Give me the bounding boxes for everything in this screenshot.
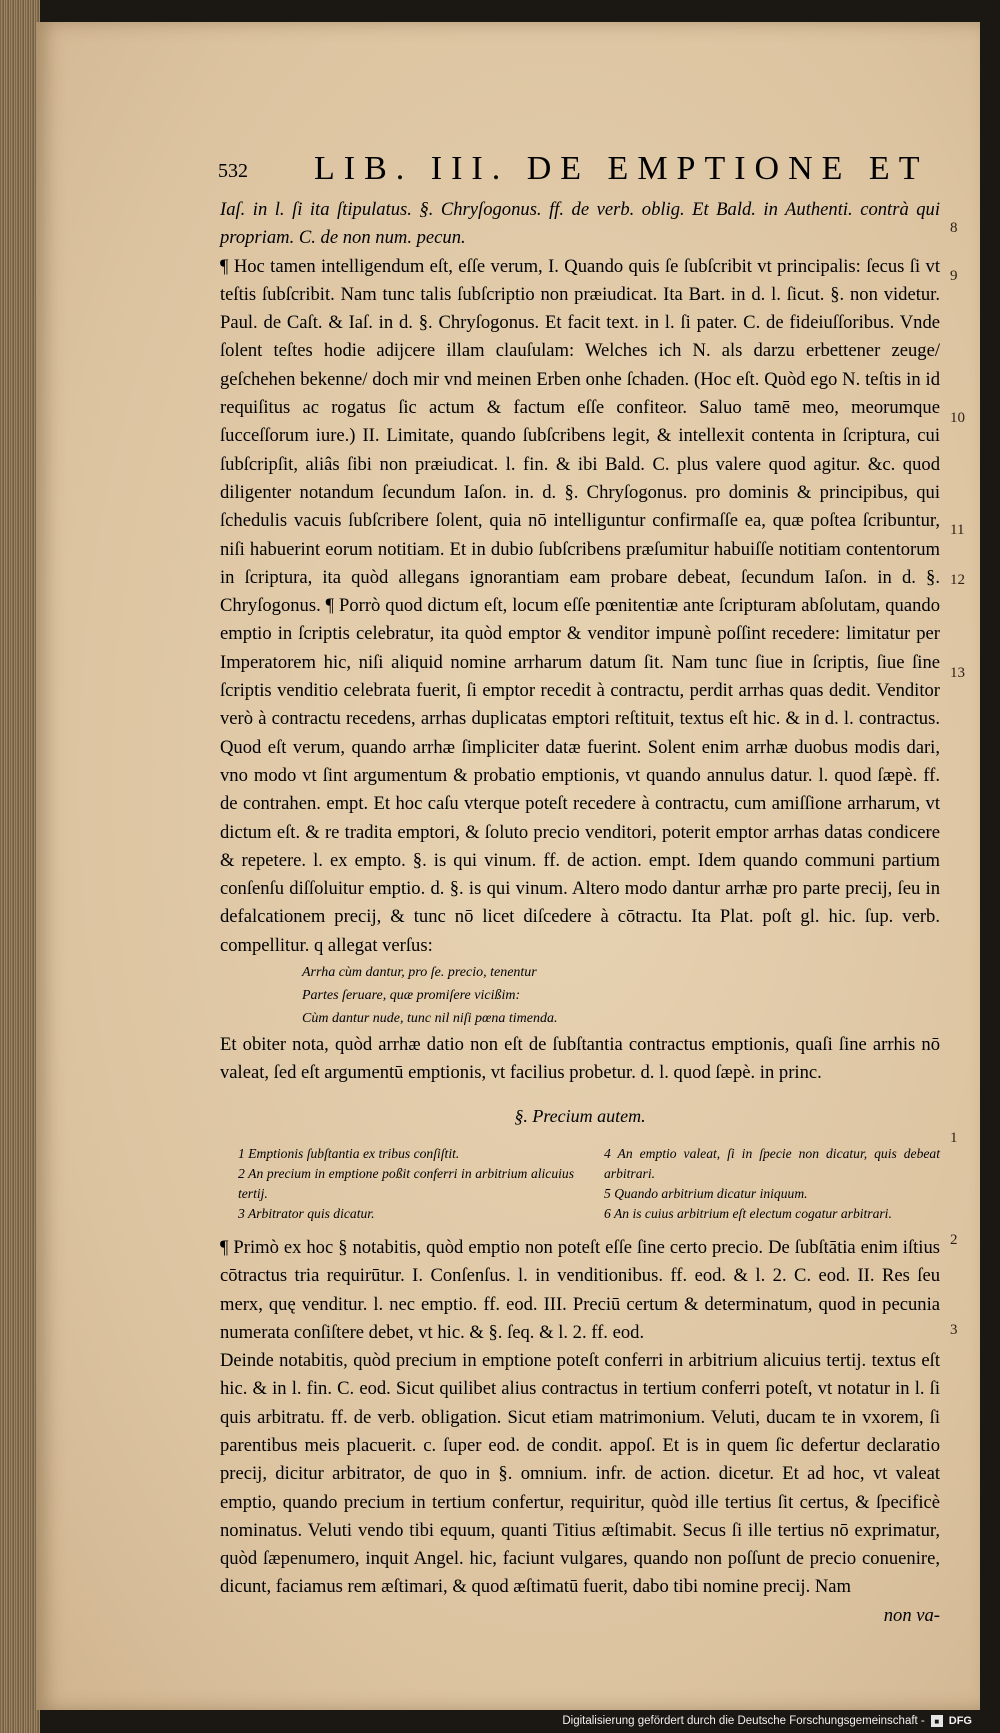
page-number: 532 bbox=[218, 160, 248, 182]
dfg-label: DFG bbox=[948, 1715, 972, 1727]
verse-line-1: Arrha cùm dantur, pro ſe. precio, tenentur bbox=[302, 965, 537, 981]
verse-line-2: Partes ſeruare, quæ promiſere vicißim: bbox=[302, 988, 521, 1004]
paragraph-4: ¶ Primò ex hoc § notabitis, quòd emptio non poteſt eſſe ſine certo precio. De ſubſtātia enim iſtius cōtractus tria requirūtur. I. Conſenſus. l. in venditionibus. ff. eod. & l. 2. C. eod. II. Res ſeu merx, quę venditur. l. nec emptio. ff. eod. III. Preciū certum & determinatum, quod in pecunia numerata conſiſtere debet, vt hic. & §. ſeq. & l. 2. ff. eod. bbox=[220, 1236, 940, 1343]
paragraph-2: ¶ Hoc tamen intelligendum eſt, eſſe verum, I. Quando quis ſe ſubſcribit vt principalis: ſecus ſi vt teſtis ſubſcribit. Nam tunc talis ſubſcriptio non præiudicat. Ita Bart. in d. l. ſicut. §. non videtur. Paul. de Caſt. & Iaſ. in d. §. Chryſogonus. Et facit text. in l. ſi pater. C. de fideiuſſoribus. Vnde ſolent teſtes hodie adijcere illam clauſulam: Welches ich N. als darzu erbettener zeuge/ geſchehen bekenne/ doch mir vnd meinen Erben onhe ſchaden. (Hoc eſt. Quòd ego N. teſtis in id requiſitus ac rogatus ſic actum & factum eſſe confiteor. Saluo tamē meo, meorumque ſucceſſorum iure.) II. Limitate, quando ſubſcribens legit, & intellexit contenta in ſcriptura, cui ſubſcripſit, aliâs ſibi non præiudicat. l. fin. & ibi Bald. C. plus valere quod agitur. &c. quod diligenter notandum ſecundum Iaſon. in. d. §. Chryſogonus. pro dominis & principibus, qui ſchedulis vacuis ſubſcribere ſolent, quia nō intelliguntur confirmaſſe ea, quæ poſtea ſcribuntur, niſi habuerint eorum notitiam. Et in dubio ſubſcribens præſumitur habuiſſe notitiam contentorum in ſcriptura, ita quòd allegans ignorantiam eam probare debeat, ſecundum Iaſon. in d. §. Chryſogonus. ¶ Porrò quod dictum eſt, locum eſſe pœnitentiæ ante ſcripturam abſolutam, quando emptio in ſcriptis celebratur, ita quòd emptor & venditor impunè poſſint recedere: limitatur per Imperatorem hic, niſi aliquid nomine arrharum datum ſit. Nam tunc ſiue in ſcriptis, ſiue ſine ſcriptis venditio celebrata fuerit, ſi emptor recedit à contractu, perdit arrhas quas dedit. Venditor verò à contractu recedens, arrhas duplicatas emptori reſtituit, textus eſt hic. & in d. l. contractus. Quod eſt verum, quando arrhæ ſimpliciter datæ fuerint. Solent enim arrhæ duobus modis dari, vno modo vt ſint argumentum & probatio emptionis, vt quando annulus datur. l. quod ſæpè. ff. de contrahen. empt. Et hoc caſu vterque poteſt recedere à contractu, cum amiſſione arrharum, vt dictum eſt. & re tradita emptori, & ſoluto precio venditori, poterit emptor arrhas datas condicere & repetere. l. ex empto. §. is qui vinum. ff. de action. empt. Idem quando communi partium conſenſu diſſoluitur emptio. d. §. is qui vinum. Altero modo dantur arrhæ pro parte precij, ſeu in defalcationem precij, & tunc nō licet diſcedere à cōtractu. Ita Plat. poſt gl. hic. ſup. verb. compellitur. q allegat verſus: bbox=[220, 255, 940, 956]
summary-item: 5 Quando arbitrium dicatur iniquum. bbox=[604, 1185, 808, 1201]
margin-number: 3 bbox=[950, 1322, 958, 1338]
margin-number: 9 bbox=[950, 268, 958, 284]
dfg-logo-icon: ■ bbox=[931, 1715, 943, 1727]
main-text bbox=[220, 196, 940, 1630]
footer-text: Digitalisierung gefördert durch die Deutsche Forschungsgemeinschaft - bbox=[562, 1715, 925, 1727]
verse-line-3: Cùm dantur nude, tunc nil niſi pœna timenda. bbox=[302, 1011, 558, 1027]
margin-number: 12 bbox=[950, 572, 965, 588]
digitization-footer bbox=[562, 1712, 972, 1730]
page-header bbox=[218, 150, 958, 190]
margin-number: 2 bbox=[950, 1232, 958, 1248]
summary-item: 6 An is cuius arbitrium eſt electum cogatur arbitrari. bbox=[604, 1205, 892, 1221]
paragraph-1: Iaſ. in l. ſi ita ſtipulatus. §. Chryſogonus. ff. de verb. oblig. Et Bald. in Authenti. contrà qui propriam. C. de non num. pecun. bbox=[220, 199, 940, 249]
summary-right-column bbox=[604, 1144, 940, 1224]
margin-number: 13 bbox=[950, 665, 965, 681]
summary-item: 1 Emptionis ſubſtantia ex tribus conſiſtit. bbox=[238, 1145, 460, 1161]
section-heading: §. Precium autem. bbox=[514, 1105, 646, 1126]
summary-item: 2 An precium in emptione poßit conferri in arbitrium alicuius tertij. bbox=[238, 1165, 574, 1201]
summary-list bbox=[220, 1144, 940, 1224]
margin-number: 11 bbox=[950, 522, 965, 538]
book-edge bbox=[0, 0, 40, 1733]
paragraph-5: Deinde notabitis, quòd precium in emptione poteſt conferri in arbitrium alicuius tertij. textus eſt hic. & in l. fin. C. eod. Sicut quilibet alius contractus in tertium conferri poteſt, vt notatur in l. ſi quis arbitratu. ff. de verb. obligation. Sicut etiam matrimonium. Veluti, ducam te in vxorem, ſi parentibus meis placuerit. c. ſuper eod. de condit. appoſ. Et is in quem ſic defertur declaratio precij, dicitur arbitrator, de quo in §. omnium. infr. de action. dicetur. Et ad hoc, vt valeat emptio, quando precium in tertium confertur, requiritur, quòd ille tertius ſit certus, & ſpecificè nominatus. Veluti vendo tibi equum, quanti Titius æſtimabit. Secus ſi ille tertius nō exprimatur, quòd ſæpenumero, inquit Angel. hic, faciunt vulgares, quando non poſſunt de precio conuenire, dicunt, faciamus rem æſtimari, & quod æſtimatū fuerit, dabo tibi nomine precij. Nam bbox=[220, 1350, 940, 1598]
paragraph-3: Et obiter nota, quòd arrhæ datio non eſt de ſubſtantia contractus emptionis, quaſi ſine arrhis nō valeat, ſed eſt argumentū emptionis, vt facilius probetur. d. l. quod ſæpè. in princ. bbox=[220, 1034, 940, 1084]
summary-item: 4 An emptio valeat, ſi in ſpecie non dicatur, quis debeat arbitrari. bbox=[604, 1145, 940, 1181]
margin-number: 8 bbox=[950, 220, 958, 236]
running-head: LIB. III. DE EMPTIONE ET bbox=[314, 150, 929, 187]
summary-item: 3 Arbitrator quis dicatur. bbox=[238, 1205, 375, 1221]
margin-number: 1 bbox=[950, 1130, 958, 1146]
catchword: non va- bbox=[883, 1604, 940, 1626]
margin-number: 10 bbox=[950, 410, 965, 426]
summary-left-column bbox=[238, 1144, 574, 1224]
margin-numbers bbox=[950, 0, 980, 1733]
